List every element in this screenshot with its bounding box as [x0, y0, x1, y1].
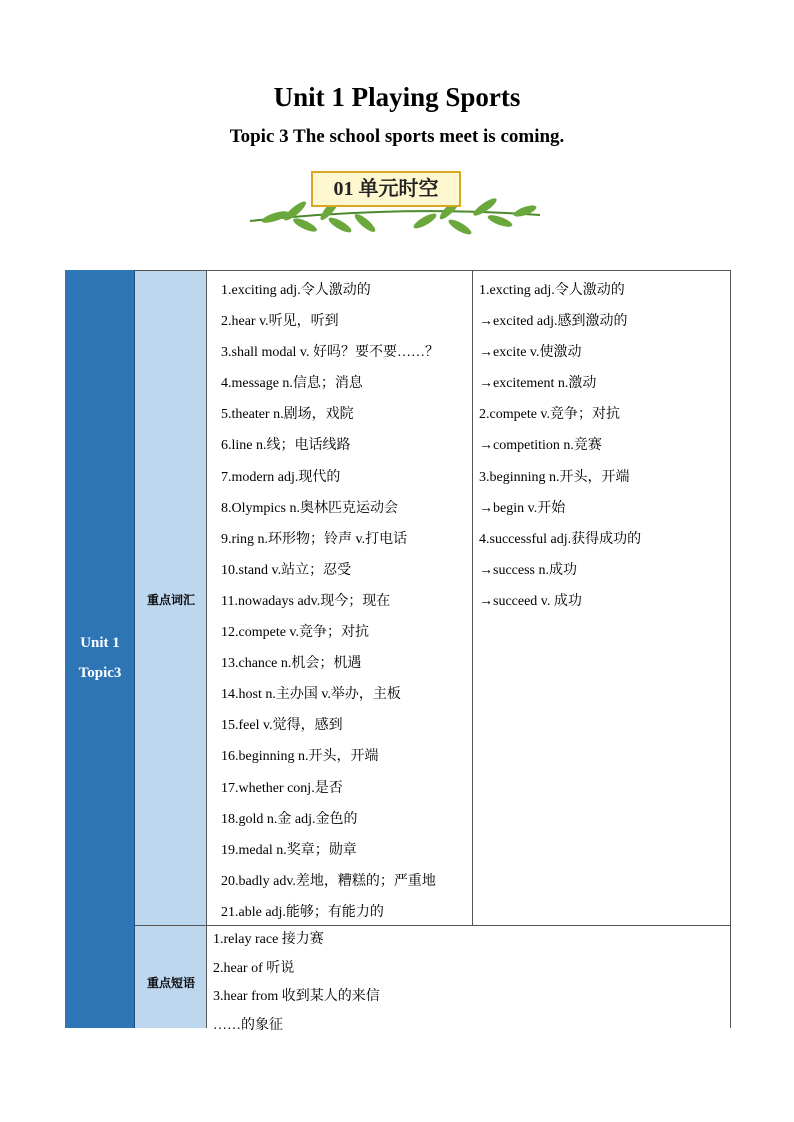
section-banner	[245, 165, 545, 240]
list-item: 7.modern adj.现代的	[221, 469, 341, 485]
vocab-category-cell	[135, 270, 207, 926]
section-badge: 01 单元时空	[311, 171, 461, 207]
list-item: →excited adj.感到激动的	[479, 314, 628, 330]
list-item: 4.message n.信息；消息	[221, 376, 363, 392]
phrase-list	[213, 926, 380, 1040]
list-item: 2.compete v.竞争；对抗	[479, 407, 621, 423]
list-item: →excite v.使激动	[479, 345, 582, 361]
list-item: →excitement n.激动	[479, 376, 597, 392]
list-item: 12.compete v.竞争；对抗	[221, 625, 370, 641]
list-item: 13.chance n.机会；机遇	[221, 656, 362, 672]
list-item: 10.stand v.站立；忍受	[221, 562, 352, 578]
list-item: →success n.成功	[479, 562, 577, 578]
list-item: 9.ring n.环形物；铃声 v.打电话	[221, 531, 408, 547]
unit-label-line1: Unit 1	[80, 635, 120, 651]
list-item: 19.medal n.奖章；勋章	[221, 842, 357, 858]
page-subtitle: Topic 3 The school sports meet is coming.	[229, 126, 565, 147]
list-item: 4.successful adj.获得成功的	[479, 531, 642, 547]
page-title: Unit 1 Playing Sports	[273, 82, 521, 112]
list-item: 8.Olympics n.奥林匹克运动会	[221, 500, 398, 516]
list-item: ……的象征	[213, 1017, 283, 1033]
list-item: 20.badly adv.差地，糟糕的；严重地	[221, 873, 436, 889]
list-item: 14.host n.主办国 v.举办，主板	[221, 687, 401, 703]
list-item: 15.feel v.觉得，感到	[221, 718, 343, 734]
list-item: →competition n.竞赛	[479, 438, 602, 454]
list-item: 2.hear v.听见，听到	[221, 314, 339, 330]
list-item: 5.theater n.剧场，戏院	[221, 407, 354, 423]
list-item: 2.hear of 听说	[213, 960, 295, 976]
list-item: 18.gold n.金 adj.金色的	[221, 811, 358, 827]
list-item: →begin v.开始	[479, 500, 566, 516]
phrase-category-label: 重点短语	[146, 976, 195, 990]
list-item: 11.nowadays adv.现今；现在	[221, 593, 391, 609]
vocab-list	[221, 275, 439, 928]
column-divider	[472, 271, 473, 926]
unit-label-line2: Topic3	[78, 665, 122, 681]
list-item: 21.able adj.能够；有能力的	[221, 904, 384, 920]
unit-column	[65, 270, 135, 1028]
list-item: 16.beginning n.开头，开端	[221, 749, 379, 765]
list-item: 1.exciting adj.令人激动的	[221, 283, 371, 298]
derivative-list	[479, 275, 641, 617]
vocab-table	[65, 270, 731, 1033]
unit-label	[65, 628, 135, 688]
list-item: 1.excting adj.令人激动的	[479, 283, 625, 298]
list-item: →succeed v. 成功	[479, 593, 582, 609]
list-item: 17.whether conj.是否	[221, 780, 343, 796]
list-item: 3.beginning n.开头，开端	[479, 469, 630, 485]
list-item: 3.shall modal v. 好吗？要不要……？	[221, 345, 440, 361]
vocab-category-label: 重点词汇	[146, 593, 195, 607]
phrase-category-cell	[135, 926, 207, 1028]
list-item: 6.line n.线；电话线路	[221, 438, 351, 454]
list-item: 1.relay race 接力赛	[213, 932, 324, 947]
list-item: 3.hear from 收到某人的来信	[213, 989, 380, 1004]
